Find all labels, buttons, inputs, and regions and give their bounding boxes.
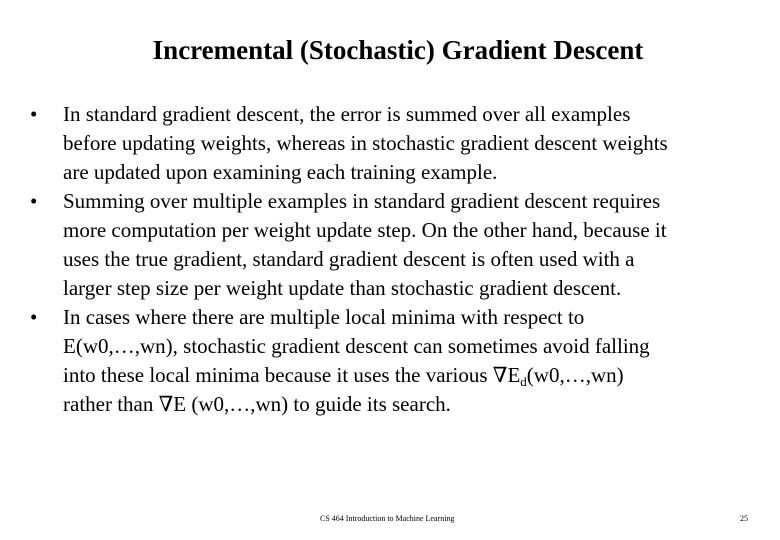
bullet-line: more computation per weight update step. On the other hand, because it (63, 218, 667, 242)
bullet-text (63, 303, 770, 419)
bullet-text (63, 100, 770, 187)
gradient-args: (w0,…,wn) (526, 363, 624, 387)
bullet-line: uses the true gradient, standard gradient descent is often used with a (63, 247, 635, 271)
bullet-icon: • (30, 102, 38, 126)
bullet-item (30, 187, 770, 303)
bullet-icon: • (30, 189, 38, 213)
bullet-line: before updating weights, whereas in stochastic gradient descent weights (63, 131, 668, 155)
bullet-line: Summing over multiple examples in standard gradient descent requires (63, 189, 661, 213)
footer-page-number: 25 (740, 514, 748, 523)
gradient-text: into these local minima because it uses the various ∇E (63, 363, 521, 387)
bullet-icon: • (30, 305, 38, 329)
bullet-line: In cases where there are multiple local minima with respect to (63, 305, 585, 329)
bullet-item (30, 303, 770, 419)
bullet-line (63, 361, 770, 390)
bullet-item (30, 100, 770, 187)
footer-course-name: CS 464 Introduction to Machine Learning (320, 514, 455, 523)
bullet-line: E(w0,…,wn), stochastic gradient descent can sometimes avoid falling (63, 334, 650, 358)
slide-title: Incremental (Stochastic) Gradient Descent (152, 35, 644, 65)
bullet-line: are updated upon examining each training example. (63, 160, 498, 184)
bullet-list (30, 100, 770, 419)
bullet-line: In standard gradient descent, the error is summed over all examples (63, 102, 631, 126)
subscript-d: d (520, 374, 527, 389)
bullet-line: rather than ∇E (w0,…,wn) to guide its search. (63, 392, 451, 416)
bullet-text (63, 187, 770, 303)
bullet-line: larger step size per weight update than stochastic gradient descent. (63, 276, 622, 300)
